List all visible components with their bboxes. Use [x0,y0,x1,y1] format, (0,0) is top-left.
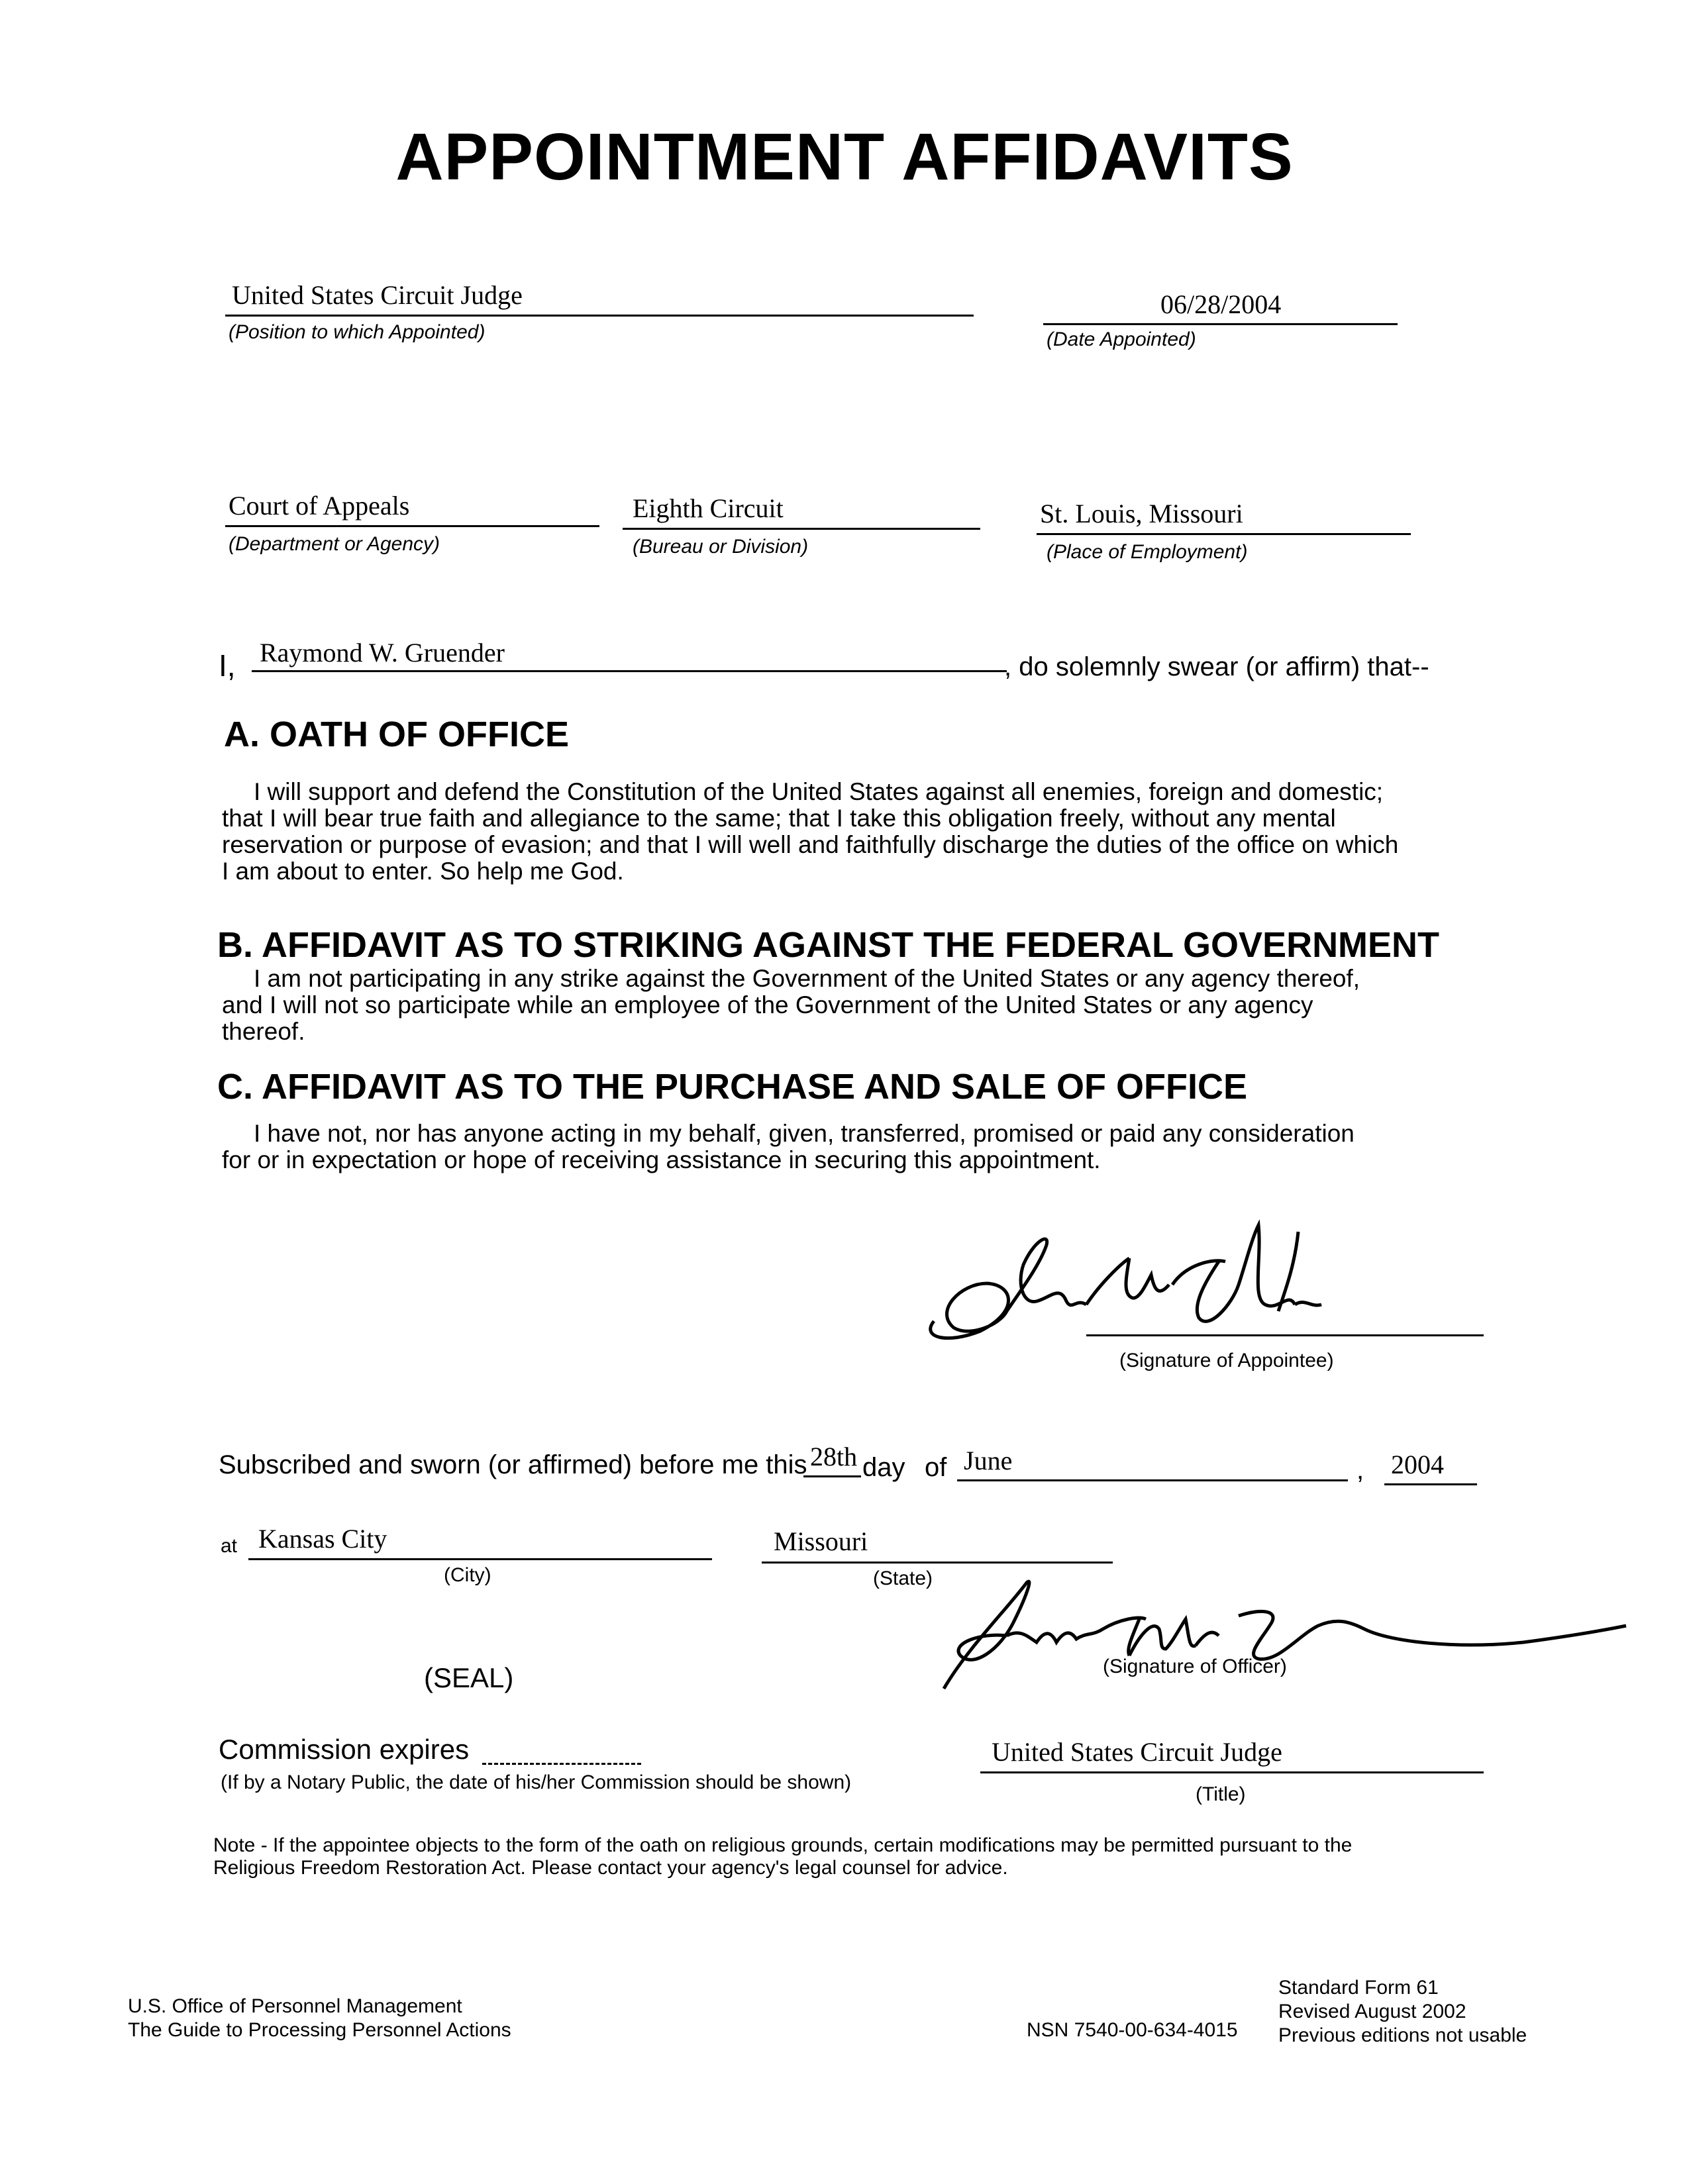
religious-note-line: Note - If the appointee objects to the form of the oath on religious grounds, certain modifications may be permitted pursuant to the [213,1834,1353,1856]
section-c-text [222,1120,1533,1173]
section-c-line: for or in expectation or hope of receiving assistance in securing this appointment. [222,1146,1101,1173]
section-b-text [222,966,1533,1045]
subscribed-day: 28th [810,1442,858,1471]
section-b-line: thereof. [222,1018,305,1045]
section-b-heading: B. AFFIDAVIT AS TO STRIKING AGAINST THE FEDERAL GOVERNMENT [217,925,1440,965]
state-line [762,1562,1113,1564]
bureau-value: Eighth Circuit [633,493,784,523]
officer-signature [927,1569,1629,1709]
commission-line [482,1763,641,1765]
section-b-line: I am not participating in any strike against the Government of the United States or any agency thereof, [254,965,1360,992]
religious-note-line: Religious Freedom Restoration Act. Please contact your agency's legal counsel for advice. [213,1857,1008,1879]
officer-title-line [980,1771,1484,1773]
state-value: Missouri [774,1526,868,1556]
subscribed-year: 2004 [1391,1450,1444,1479]
section-b-line: and I will not so participate while an employee of the Government of the United States or any agency [222,991,1313,1018]
footer-editions: Previous editions not usable [1278,2024,1527,2046]
state-caption: (State) [873,1567,933,1589]
bureau-caption: (Bureau or Division) [633,536,809,558]
religious-note [213,1834,1604,1879]
commission-label: Commission expires [219,1734,470,1765]
appointee-name-line [252,670,1007,672]
footer-form-number: Standard Form 61 [1278,1977,1439,1999]
seal-label: (SEAL) [424,1662,514,1693]
footer-right [1278,1976,1527,2048]
subscribed-prefix: Subscribed and sworn (or affirmed) before me this [219,1450,807,1479]
department-caption: (Department or Agency) [229,533,440,555]
officer-signature-caption: (Signature of Officer) [1103,1656,1287,1677]
footer-nsn: NSN 7540-00-634-4015 [1027,2019,1238,2041]
subscribed-month-line [957,1479,1348,1481]
place-caption: (Place of Employment) [1047,541,1248,563]
footer-agency: U.S. Office of Personnel Management [128,1995,462,2017]
city-caption: (City) [444,1564,491,1586]
section-a-heading: A. OATH OF OFFICE [224,715,569,754]
department-value: Court of Appeals [229,491,410,521]
oath-prefix: I, [219,648,236,683]
form-title: APPOINTMENT AFFIDAVITS [395,120,1294,194]
section-c-line: I have not, nor has anyone acting in my behalf, given, transferred, promised or paid any consideration [254,1120,1355,1147]
subscribed-day-line [803,1475,861,1477]
appointee-signature [907,1205,1345,1364]
date-appointed-line [1043,323,1398,325]
subscribed-of-label: of [925,1453,947,1482]
position-caption: (Position to which Appointed) [229,321,486,343]
appointee-signature-line [1086,1334,1484,1336]
bureau-line [623,528,980,530]
section-a-line: I will support and defend the Constitution of the United States against all enemies, foreign and domestic; [254,778,1384,805]
position-value: United States Circuit Judge [232,280,523,310]
position-line [225,315,974,317]
section-a-text [222,779,1533,885]
footer-guide: The Guide to Processing Personnel Actions [128,2019,511,2041]
footer-revision: Revised August 2002 [1278,2001,1466,2022]
department-line [225,525,599,527]
section-a-line: I am about to enter. So help me God. [222,858,624,885]
city-value: Kansas City [258,1524,387,1554]
officer-title-caption: (Title) [1196,1783,1246,1805]
place-value: St. Louis, Missouri [1040,499,1243,528]
commission-note: (If by a Notary Public, the date of his/her Commission should be shown) [221,1771,852,1793]
city-line [248,1558,712,1560]
officer-title-value: United States Circuit Judge [992,1737,1282,1767]
appointee-signature-caption: (Signature of Appointee) [1119,1350,1334,1371]
section-a-line: reservation or purpose of evasion; and that I will well and faithfully discharge the duties of the office on which [222,831,1399,858]
at-label: at [221,1535,238,1557]
footer-left [128,1995,511,2042]
subscribed-day-label: day [862,1453,905,1482]
place-line [1037,533,1411,535]
oath-suffix: , do solemnly swear (or affirm) that-- [1004,652,1429,681]
subscribed-month: June [964,1446,1013,1475]
date-appointed-value: 06/28/2004 [1160,289,1282,319]
section-c-heading: C. AFFIDAVIT AS TO THE PURCHASE AND SALE OF OFFICE [217,1067,1248,1107]
date-appointed-caption: (Date Appointed) [1047,328,1196,350]
subscribed-comma: , [1356,1456,1364,1485]
section-a-line: that I will bear true faith and allegiance to the same; that I take this obligation freely, without any mental [222,805,1336,832]
appointee-name: Raymond W. Gruender [260,638,505,668]
subscribed-year-line [1384,1483,1477,1485]
